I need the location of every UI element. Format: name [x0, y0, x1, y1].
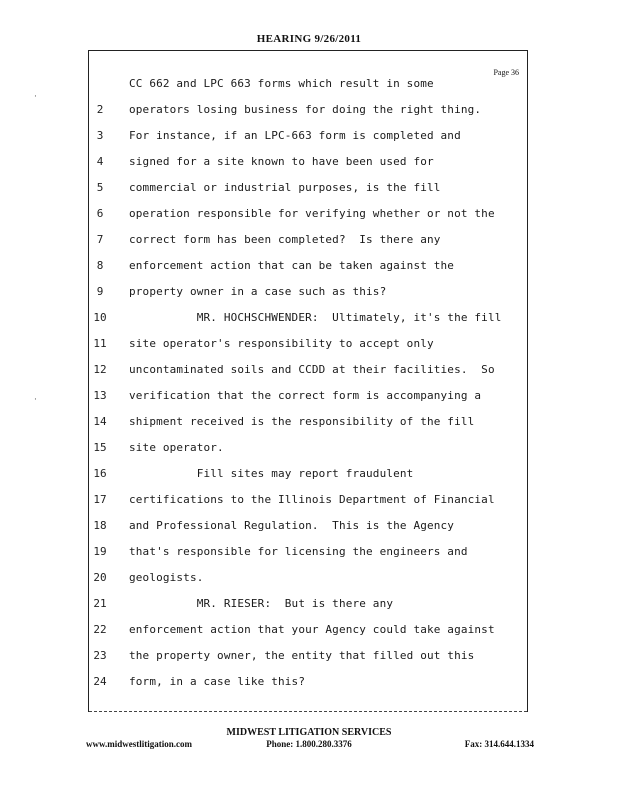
transcript-line	[89, 129, 527, 149]
transcript-line	[89, 389, 527, 409]
transcript-line	[89, 441, 527, 461]
transcript-line	[89, 649, 527, 669]
page-label: Page 36	[493, 68, 519, 77]
line-number: 14	[93, 415, 107, 428]
transcript-line	[89, 285, 527, 305]
transcript-line	[89, 77, 527, 97]
line-number: 10	[93, 311, 107, 324]
footer-fax: Fax: 314.644.1334	[464, 739, 534, 749]
transcript-line	[89, 337, 527, 357]
line-number: 2	[96, 103, 104, 116]
line-number: 17	[93, 493, 107, 506]
frame-top-rule	[89, 50, 527, 51]
line-text: CC 662 and LPC 663 forms which result in some	[129, 77, 434, 90]
line-text: enforcement action that your Agency could take against	[129, 623, 495, 636]
transcript-frame	[88, 50, 528, 712]
line-number: 4	[96, 155, 104, 168]
line-number: 24	[93, 675, 107, 688]
transcript-line	[89, 493, 527, 513]
line-number: 13	[93, 389, 107, 402]
line-number: 11	[93, 337, 107, 350]
transcript-line	[89, 571, 527, 591]
transcript-line	[89, 155, 527, 175]
footer-website: www.midwestlitigation.com	[86, 739, 192, 749]
line-number: 20	[93, 571, 107, 584]
line-number: 9	[96, 285, 104, 298]
line-text: correct form has been completed? Is there any	[129, 233, 441, 246]
transcript-line	[89, 259, 527, 279]
transcript-line	[89, 675, 527, 695]
transcript-line	[89, 181, 527, 201]
line-text: enforcement action that can be taken against the	[129, 259, 455, 272]
line-number: 12	[93, 363, 107, 376]
margin-tick-mark: ·	[34, 395, 37, 405]
transcript-line	[89, 311, 527, 331]
line-text: the property owner, the entity that filled out this	[129, 649, 475, 662]
transcript-line	[89, 597, 527, 617]
line-text: geologists.	[129, 571, 204, 584]
transcript-line	[89, 207, 527, 227]
line-text: verification that the correct form is accompanying a	[129, 389, 482, 402]
line-number: 23	[93, 649, 107, 662]
footer-phone: Phone: 1.800.280.3376	[266, 739, 352, 749]
transcript-line	[89, 519, 527, 539]
line-text: and Professional Regulation. This is the Agency	[129, 519, 455, 532]
transcript-line	[89, 103, 527, 123]
line-number: 15	[93, 441, 107, 454]
line-number: 16	[93, 467, 107, 480]
transcript-line	[89, 415, 527, 435]
line-number: 5	[96, 181, 104, 194]
line-number: 21	[93, 597, 107, 610]
footer-company: MIDWEST LITIGATION SERVICES	[226, 727, 392, 738]
line-text: operators losing business for doing the right thing.	[129, 103, 482, 116]
line-number: 3	[96, 129, 104, 142]
header-title: HEARING 9/26/2011	[256, 33, 362, 45]
line-text: uncontaminated soils and CCDD at their facilities. So	[129, 363, 495, 376]
line-text: that's responsible for licensing the engineers and	[129, 545, 468, 558]
line-text: property owner in a case such as this?	[129, 285, 387, 298]
line-text: form, in a case like this?	[129, 675, 306, 688]
line-number: 19	[93, 545, 107, 558]
line-text: Fill sites may report fraudulent	[129, 467, 414, 480]
line-text: For instance, if an LPC-663 form is completed and	[129, 129, 461, 142]
line-text: MR. RIESER: But is there any	[129, 597, 394, 610]
line-text: site operator's responsibility to accept only	[129, 337, 434, 350]
line-text: site operator.	[129, 441, 224, 454]
line-text: MR. HOCHSCHWENDER: Ultimately, it's the fill	[129, 311, 502, 324]
transcript-line	[89, 363, 527, 383]
line-text: operation responsible for verifying whether or not the	[129, 207, 495, 220]
line-text: commercial or industrial purposes, is the fill	[129, 181, 441, 194]
line-number: 18	[93, 519, 107, 532]
transcript-line	[89, 467, 527, 487]
line-number: 22	[93, 623, 107, 636]
transcript-line	[89, 233, 527, 253]
transcript-line	[89, 623, 527, 643]
line-text: certifications to the Illinois Department of Financial	[129, 493, 495, 506]
line-number: 8	[96, 259, 104, 272]
line-number: 7	[96, 233, 104, 246]
frame-bottom-rule	[89, 711, 527, 712]
line-text: signed for a site known to have been used for	[129, 155, 434, 168]
margin-tick-mark: ·	[34, 92, 37, 102]
line-number: 6	[96, 207, 104, 220]
line-text: shipment received is the responsibility of the fill	[129, 415, 475, 428]
transcript-line	[89, 545, 527, 565]
